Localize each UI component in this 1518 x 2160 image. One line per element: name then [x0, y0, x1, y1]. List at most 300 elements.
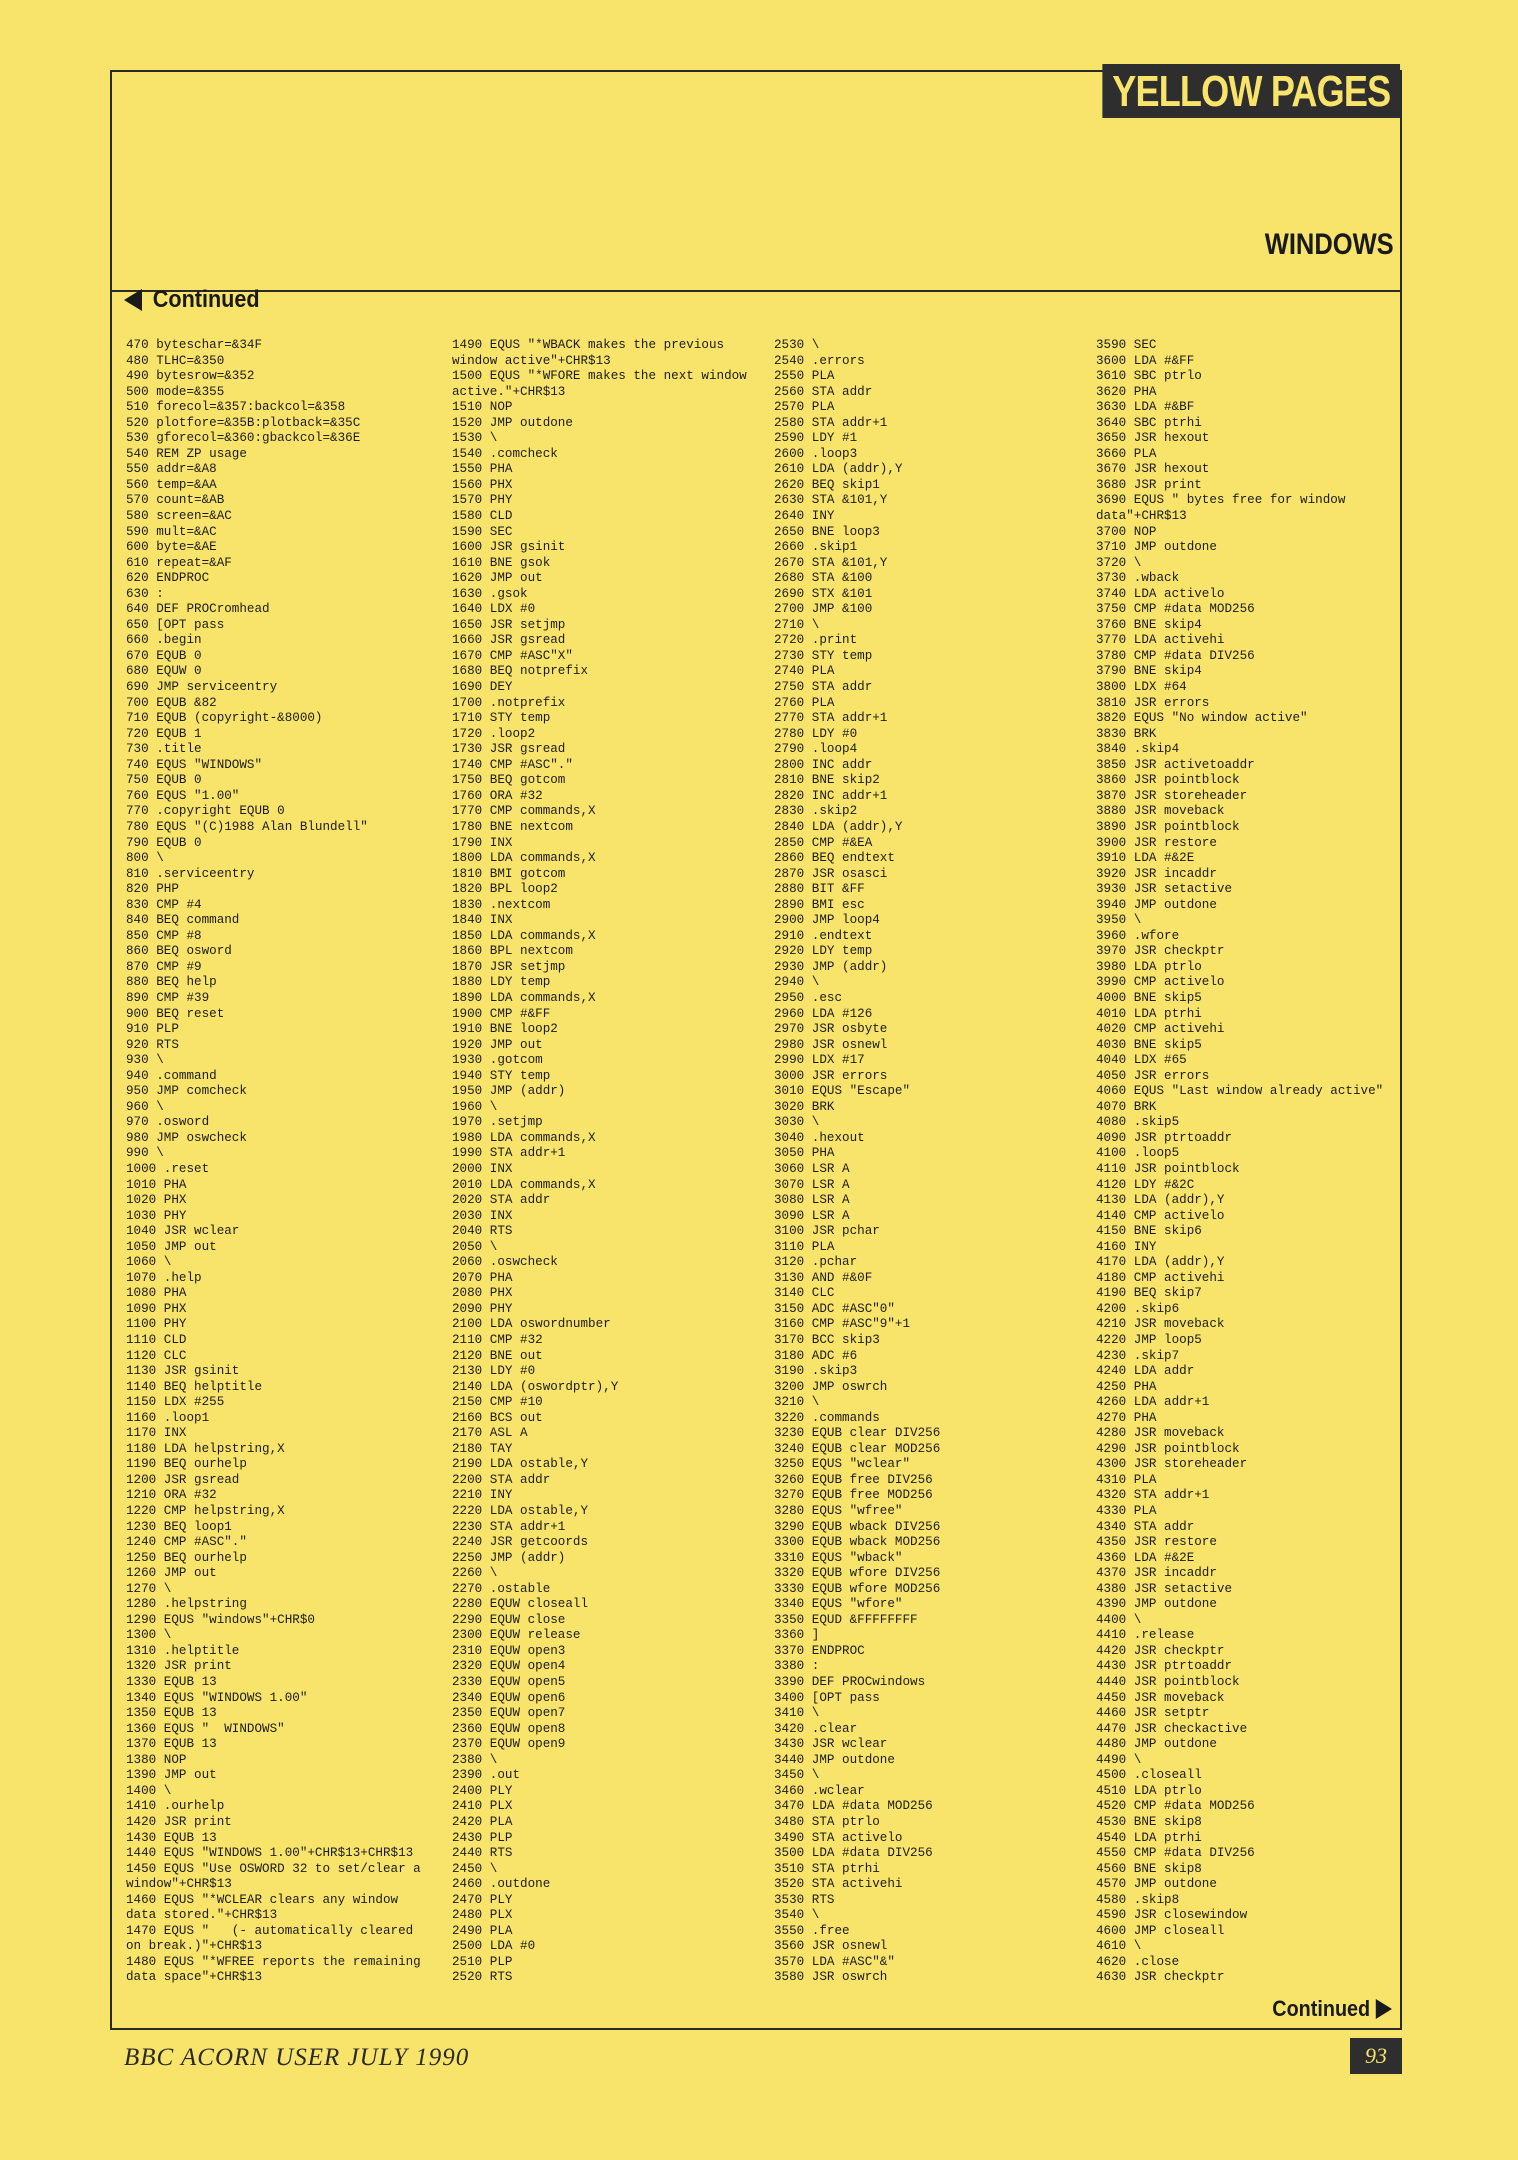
- code-line: 2730 STY temp: [774, 648, 873, 663]
- code-line: 490 bytesrow=&352: [126, 369, 255, 384]
- code-line: 940 .command: [126, 1068, 217, 1083]
- code-line: 1510 NOP: [452, 400, 513, 415]
- code-line: 3160 CMP #ASC"9"+1: [774, 1317, 911, 1332]
- code-line: 4470 JSR checkactive: [1096, 1721, 1248, 1736]
- code-line: 1720 .loop2: [452, 726, 536, 741]
- code-line: 3080 LSR A: [774, 1193, 850, 1208]
- listing-column-3: [774, 338, 1074, 1986]
- code-line: 1480 EQUS "*WFREE reports the remaining data space"+CHR$13: [126, 1954, 429, 1985]
- code-line: 3540 \: [774, 1908, 820, 1923]
- code-line: 2490 PLA: [452, 1923, 513, 1938]
- code-line: 4150 BNE skip6: [1096, 1224, 1202, 1239]
- code-line: 1280 .helpstring: [126, 1597, 247, 1612]
- code-line: 4030 BNE skip5: [1096, 1037, 1202, 1052]
- code-line: 1430 EQUB 13: [126, 1830, 217, 1845]
- code-line: 3560 JSR osnewl: [774, 1939, 888, 1954]
- code-line: 1870 JSR setjmp: [452, 959, 566, 974]
- code-line: 3260 EQUB free DIV256: [774, 1472, 933, 1487]
- listing-column-2: [452, 338, 755, 1986]
- code-line: 3780 CMP #data DIV256: [1096, 648, 1255, 663]
- code-line: 3030 \: [774, 1115, 820, 1130]
- code-line: 1440 EQUS "WINDOWS 1.00"+CHR$13+CHR$13: [126, 1846, 414, 1861]
- code-line: 3830 BRK: [1096, 726, 1157, 741]
- code-line: 1180 LDA helpstring,X: [126, 1441, 285, 1456]
- code-line: 2220 LDA ostable,Y: [452, 1504, 589, 1519]
- code-line: 780 EQUS "(C)1988 Alan Blundell": [126, 819, 368, 834]
- code-line: 650 [OPT pass: [126, 617, 225, 632]
- code-line: 1680 BEQ notprefix: [452, 664, 589, 679]
- continued-bottom-label: Continued: [1272, 1996, 1371, 2021]
- code-line: 3360 ]: [774, 1628, 820, 1643]
- code-line: 1260 JMP out: [126, 1566, 217, 1581]
- code-line: 2930 JMP (addr): [774, 959, 888, 974]
- code-line: 1860 BPL nextcom: [452, 944, 573, 959]
- code-line: 2240 JSR getcoords: [452, 1535, 589, 1550]
- code-line: 1350 EQUB 13: [126, 1706, 217, 1721]
- code-line: 1810 BMI gotcom: [452, 866, 566, 881]
- code-line: 3880 JSR moveback: [1096, 804, 1225, 819]
- code-line: 2890 BMI esc: [774, 897, 865, 912]
- code-line: 3090 LSR A: [774, 1208, 850, 1223]
- code-line: 2650 BNE loop3: [774, 524, 880, 539]
- code-line: 2760 PLA: [774, 695, 835, 710]
- code-line: 2770 STA addr+1: [774, 711, 888, 726]
- code-line: 2840 LDA (addr),Y: [774, 819, 903, 834]
- code-line: 3900 JSR restore: [1096, 835, 1217, 850]
- code-line: 2270 .ostable: [452, 1581, 551, 1596]
- code-line: 4390 JMP outdone: [1096, 1597, 1217, 1612]
- code-line: 890 CMP #39: [126, 990, 210, 1005]
- code-line: 1270 \: [126, 1581, 172, 1596]
- code-line: 480 TLHC=&350: [126, 353, 225, 368]
- code-line: 4170 LDA (addr),Y: [1096, 1255, 1225, 1270]
- code-line: 700 EQUB &82: [126, 695, 217, 710]
- code-line: 4250 PHA: [1096, 1379, 1157, 1394]
- code-line: 3450 \: [774, 1768, 820, 1783]
- code-line: 3170 BCC skip3: [774, 1333, 880, 1347]
- code-line: 710 EQUB (copyright-&8000): [126, 711, 323, 726]
- code-line: 2330 EQUW open5: [452, 1675, 566, 1690]
- code-line: 2830 .skip2: [774, 804, 858, 819]
- code-line: 2340 EQUW open6: [452, 1690, 566, 1705]
- code-line: 3150 ADC #ASC"0": [774, 1301, 895, 1316]
- code-line: 4490 \: [1096, 1752, 1142, 1767]
- code-line: 840 BEQ command: [126, 913, 240, 928]
- code-line: 2480 PLX: [452, 1908, 513, 1923]
- code-line: 4140 CMP activelo: [1096, 1208, 1225, 1223]
- code-line: 660 .begin: [126, 633, 202, 648]
- code-line: 3000 JSR errors: [774, 1068, 888, 1083]
- code-line: 2580 STA addr+1: [774, 415, 888, 430]
- code-line: 1750 BEQ gotcom: [452, 773, 566, 788]
- code-line: 4000 BNE skip5: [1096, 990, 1202, 1005]
- code-line: 1150 LDX #255: [126, 1395, 225, 1410]
- code-line: 2800 INC addr: [774, 757, 873, 772]
- code-line: 4220 JMP loop5: [1096, 1333, 1202, 1347]
- code-line: 3290 EQUB wback DIV256: [774, 1519, 941, 1534]
- code-line: 3920 JSR incaddr: [1096, 866, 1217, 881]
- code-line: 1340 EQUS "WINDOWS 1.00": [126, 1690, 308, 1705]
- code-line: 1590 SEC: [452, 524, 513, 539]
- code-line: 3820 EQUS "No window active": [1096, 711, 1308, 726]
- code-line: 1100 PHY: [126, 1317, 187, 1332]
- code-line: 910 PLP: [126, 1022, 179, 1037]
- code-line: 3440 JMP outdone: [774, 1752, 895, 1767]
- code-line: 1840 INX: [452, 913, 513, 928]
- code-line: 530 gforecol=&360:gbackcol=&36E: [126, 431, 361, 446]
- code-line: 1040 JSR wclear: [126, 1224, 240, 1239]
- code-line: 4050 JSR errors: [1096, 1068, 1210, 1083]
- code-line: 2250 JMP (addr): [452, 1550, 566, 1565]
- code-line: 2230 STA addr+1: [452, 1519, 566, 1534]
- code-line: 3590 SEC: [1096, 338, 1157, 352]
- code-line: 1630 .gsok: [452, 586, 528, 601]
- code-line: 1170 INX: [126, 1426, 187, 1441]
- code-line: 2790 .loop4: [774, 742, 858, 757]
- code-line: 1190 BEQ ourhelp: [126, 1457, 247, 1472]
- code-line: 3430 JSR wclear: [774, 1737, 888, 1752]
- code-line: 3890 JSR pointblock: [1096, 819, 1240, 834]
- code-line: 1500 EQUS "*WFORE makes the next window active."+CHR$13: [452, 369, 755, 399]
- code-line: 4560 BNE skip8: [1096, 1861, 1202, 1876]
- continued-from-previous: [124, 286, 260, 314]
- code-line: 3250 EQUS "wclear": [774, 1457, 911, 1472]
- code-line: 1980 LDA commands,X: [452, 1130, 596, 1145]
- code-line: 1050 JMP out: [126, 1239, 217, 1254]
- code-line: 540 REM ZP usage: [126, 446, 247, 461]
- code-line: 2980 JSR osnewl: [774, 1037, 888, 1052]
- code-line: 4590 JSR closewindow: [1096, 1908, 1248, 1923]
- code-line: 1800 LDA commands,X: [452, 851, 596, 866]
- code-line: 1120 CLC: [126, 1348, 187, 1363]
- code-line: 4500 .closeall: [1096, 1768, 1202, 1783]
- code-line: 3660 PLA: [1096, 446, 1157, 461]
- code-line: 4280 JSR moveback: [1096, 1426, 1225, 1441]
- code-line: 3840 .skip4: [1096, 742, 1180, 757]
- code-line: 1450 EQUS "Use OSWORD 32 to set/clear a window"+CHR$13: [126, 1861, 429, 1892]
- code-line: 3790 BNE skip4: [1096, 664, 1202, 679]
- code-line: 2620 BEQ skip1: [774, 477, 880, 492]
- code-line: 2130 LDY #0: [452, 1364, 536, 1379]
- code-line: 2560 STA addr: [774, 384, 873, 399]
- code-line: 960 \: [126, 1099, 164, 1114]
- code-line: 2080 PHX: [452, 1286, 513, 1301]
- code-line: 1300 \: [126, 1628, 172, 1643]
- code-line: 3630 LDA #&BF: [1096, 400, 1195, 415]
- code-line: 2810 BNE skip2: [774, 773, 880, 788]
- publication-footer: BBC ACORN USER JULY 1990: [124, 2044, 470, 2071]
- code-line: 3910 LDA #&2E: [1096, 851, 1195, 866]
- code-line: 3940 JMP outdone: [1096, 897, 1217, 912]
- code-line: 2010 LDA commands,X: [452, 1177, 596, 1192]
- code-line: 730 .title: [126, 742, 202, 757]
- code-line: 2860 BEQ endtext: [774, 851, 895, 866]
- code-line: 2420 PLA: [452, 1814, 513, 1829]
- listing-column-4: [1096, 338, 1398, 1986]
- code-line: 4460 JSR setptr: [1096, 1706, 1210, 1721]
- code-line: 3140 CLC: [774, 1286, 835, 1301]
- code-line: 3020 BRK: [774, 1099, 835, 1114]
- code-line: 4130 LDA (addr),Y: [1096, 1193, 1225, 1208]
- code-line: 1250 BEQ ourhelp: [126, 1550, 247, 1565]
- code-line: 4240 LDA addr: [1096, 1364, 1195, 1379]
- code-line: 770 .copyright EQUB 0: [126, 804, 285, 819]
- code-line: 2610 LDA (addr),Y: [774, 462, 903, 477]
- code-line: 990 \: [126, 1146, 164, 1161]
- code-line: 2710 \: [774, 617, 820, 632]
- code-line: 2440 RTS: [452, 1846, 513, 1861]
- code-line: 680 EQUW 0: [126, 664, 202, 679]
- code-line: 1990 STA addr+1: [452, 1146, 566, 1161]
- code-line: 4340 STA addr: [1096, 1519, 1195, 1534]
- code-line: 4290 JSR pointblock: [1096, 1441, 1240, 1456]
- code-line: 1610 BNE gsok: [452, 555, 551, 570]
- code-line: 4360 LDA #&2E: [1096, 1550, 1195, 1565]
- code-line: 4430 JSR ptrtoaddr: [1096, 1659, 1233, 1674]
- code-line: 2540 .errors: [774, 353, 865, 368]
- code-line: 2400 PLY: [452, 1783, 513, 1798]
- code-line: 670 EQUB 0: [126, 648, 202, 663]
- code-line: 850 CMP #8: [126, 928, 202, 943]
- code-line: 2880 BIT &FF: [774, 882, 865, 897]
- code-line: 2070 PHA: [452, 1270, 513, 1285]
- code-line: 1210 ORA #32: [126, 1488, 217, 1503]
- code-line: 1200 JSR gsread: [126, 1472, 240, 1487]
- code-line: 3640 SBC ptrhi: [1096, 415, 1202, 430]
- code-line: 1030 PHY: [126, 1208, 187, 1223]
- code-line: 1140 BEQ helptitle: [126, 1379, 263, 1394]
- code-line: 3950 \: [1096, 913, 1142, 928]
- code-line: 3600 LDA #&FF: [1096, 353, 1195, 368]
- code-line: 2670 STA &101,Y: [774, 555, 888, 570]
- code-line: 3420 .clear: [774, 1721, 858, 1736]
- code-line: 1320 JSR print: [126, 1659, 232, 1674]
- code-line: 560 temp=&AA: [126, 477, 217, 492]
- code-line: 3410 \: [774, 1706, 820, 1721]
- continued-on-next: [1273, 1996, 1392, 2022]
- code-line: 3610 SBC ptrlo: [1096, 369, 1202, 384]
- code-line: 2690 STX &101: [774, 586, 873, 601]
- code-line: 3470 LDA #data MOD256: [774, 1799, 933, 1814]
- code-line: 1940 STY temp: [452, 1068, 551, 1083]
- code-line: 4200 .skip6: [1096, 1301, 1180, 1316]
- code-line: 3190 .skip3: [774, 1364, 858, 1379]
- code-line: 1020 PHX: [126, 1193, 187, 1208]
- code-line: 750 EQUB 0: [126, 773, 202, 788]
- code-line: 2200 STA addr: [452, 1472, 551, 1487]
- code-line: 1550 PHA: [452, 462, 513, 477]
- code-line: 2290 EQUW close: [452, 1612, 566, 1627]
- code-line: 2960 LDA #126: [774, 1006, 873, 1021]
- code-line: 1290 EQUS "windows"+CHR$0: [126, 1612, 315, 1627]
- code-line: 2870 JSR osasci: [774, 866, 888, 881]
- code-line: 2570 PLA: [774, 400, 835, 415]
- code-line: 520 plotfore=&35B:plotback=&35C: [126, 415, 361, 430]
- code-line: 2700 JMP &100: [774, 602, 873, 617]
- article-title: WINDOWS: [1265, 228, 1394, 261]
- code-line: 790 EQUB 0: [126, 835, 202, 850]
- code-line: 550 addr=&A8: [126, 462, 217, 477]
- code-line: 1960 \: [452, 1099, 498, 1114]
- code-line: 2110 CMP #32: [452, 1333, 543, 1347]
- code-line: 470 byteschar=&34F: [126, 338, 263, 352]
- code-line: 3800 LDX #64: [1096, 680, 1187, 695]
- code-line: 3070 LSR A: [774, 1177, 850, 1192]
- code-line: 2640 INY: [774, 509, 835, 524]
- code-line: 2260 \: [452, 1566, 498, 1581]
- code-line: 4320 STA addr+1: [1096, 1488, 1210, 1503]
- code-line: 1970 .setjmp: [452, 1115, 543, 1130]
- code-line: 1410 .ourhelp: [126, 1799, 225, 1814]
- code-line: 3730 .wback: [1096, 571, 1180, 586]
- code-line: 1060 \: [126, 1255, 172, 1270]
- code-line: 4630 JSR checkptr: [1096, 1970, 1225, 1985]
- code-line: 970 .osword: [126, 1115, 210, 1130]
- code-line: 1690 DEY: [452, 680, 513, 695]
- code-line: 2530 \: [774, 338, 820, 352]
- code-line: 1230 BEQ loop1: [126, 1519, 232, 1534]
- code-line: 2900 JMP loop4: [774, 913, 880, 928]
- code-line: 3770 LDA activehi: [1096, 633, 1225, 648]
- code-line: 1790 INX: [452, 835, 513, 850]
- code-line: 4100 .loop5: [1096, 1146, 1180, 1161]
- code-line: 1400 \: [126, 1783, 172, 1798]
- code-line: 3720 \: [1096, 555, 1142, 570]
- code-line: 3680 JSR print: [1096, 477, 1202, 492]
- code-line: 4550 CMP #data DIV256: [1096, 1846, 1255, 1861]
- code-line: 3340 EQUS "wfore": [774, 1597, 903, 1612]
- code-line: 1620 JMP out: [452, 571, 543, 586]
- code-line: 2390 .out: [452, 1768, 521, 1783]
- code-line: 880 BEQ help: [126, 975, 217, 990]
- code-line: 1890 LDA commands,X: [452, 990, 596, 1005]
- code-line: 1760 ORA #32: [452, 788, 543, 803]
- code-line: 3740 LDA activelo: [1096, 586, 1225, 601]
- code-line: 2160 BCS out: [452, 1410, 543, 1425]
- header-rule: [110, 290, 1402, 292]
- code-line: 2410 PLX: [452, 1799, 513, 1814]
- code-line: 3460 .wclear: [774, 1783, 865, 1798]
- code-line: 600 byte=&AE: [126, 540, 217, 555]
- code-line: 810 .serviceentry: [126, 866, 255, 881]
- code-line: 1220 CMP helpstring,X: [126, 1504, 285, 1519]
- code-line: 3960 .wfore: [1096, 928, 1180, 943]
- code-line: 1910 BNE loop2: [452, 1022, 558, 1037]
- code-line: 1830 .nextcom: [452, 897, 551, 912]
- code-line: 2750 STA addr: [774, 680, 873, 695]
- code-line: 1650 JSR setjmp: [452, 617, 566, 632]
- code-line: 1130 JSR gsinit: [126, 1364, 240, 1379]
- code-line: 4600 JMP closeall: [1096, 1923, 1225, 1938]
- code-line: 500 mode=&355: [126, 384, 225, 399]
- code-line: 3100 JSR pchar: [774, 1224, 880, 1239]
- code-line: 2820 INC addr+1: [774, 788, 888, 803]
- code-line: 3670 JSR hexout: [1096, 462, 1210, 477]
- code-line: 580 screen=&AC: [126, 509, 232, 524]
- code-line: 2590 LDY #1: [774, 431, 858, 446]
- code-line: 4040 LDX #65: [1096, 1053, 1187, 1068]
- code-line: 930 \: [126, 1053, 164, 1068]
- code-line: 4160 INY: [1096, 1239, 1157, 1254]
- code-line: 1560 PHX: [452, 477, 513, 492]
- code-line: 4080 .skip5: [1096, 1115, 1180, 1130]
- code-line: 4110 JSR pointblock: [1096, 1161, 1240, 1176]
- code-line: 2850 CMP #&EA: [774, 835, 873, 850]
- code-line: 3270 EQUB free MOD256: [774, 1488, 933, 1503]
- code-line: 2660 .skip1: [774, 540, 858, 555]
- code-line: 1370 EQUB 13: [126, 1737, 217, 1752]
- code-line: 3110 PLA: [774, 1239, 835, 1254]
- code-line: 800 \: [126, 851, 164, 866]
- code-line: 1090 PHX: [126, 1301, 187, 1316]
- code-line: 2120 BNE out: [452, 1348, 543, 1363]
- code-line: 2520 RTS: [452, 1970, 513, 1985]
- code-line: 4540 LDA ptrhi: [1096, 1830, 1202, 1845]
- code-line: 2100 LDA oswordnumber: [452, 1317, 611, 1332]
- code-line: 1900 CMP #&FF: [452, 1006, 551, 1021]
- code-line: 1360 EQUS " WINDOWS": [126, 1721, 285, 1736]
- code-line: 3380 :: [774, 1659, 820, 1674]
- code-line: 1700 .notprefix: [452, 695, 566, 710]
- code-line: 4610 \: [1096, 1939, 1142, 1954]
- code-line: 2210 INY: [452, 1488, 513, 1503]
- code-line: 3480 STA ptrlo: [774, 1814, 880, 1829]
- code-line: 2310 EQUW open3: [452, 1643, 566, 1658]
- code-line: 3690 EQUS " bytes free for window data"+CHR$13: [1096, 493, 1353, 524]
- code-line: 3310 EQUS "wback": [774, 1550, 903, 1565]
- code-line: 3350 EQUD &FFFFFFFF: [774, 1612, 918, 1627]
- code-line: 4620 .close: [1096, 1954, 1180, 1969]
- code-line: 3120 .pchar: [774, 1255, 858, 1270]
- code-line: 3300 EQUB wback MOD256: [774, 1535, 941, 1550]
- code-line: 510 forecol=&357:backcol=&358: [126, 400, 346, 415]
- code-line: 1740 CMP #ASC".": [452, 757, 573, 772]
- code-line: 3930 JSR setactive: [1096, 882, 1233, 897]
- code-line: 830 CMP #4: [126, 897, 202, 912]
- code-line: 1110 CLD: [126, 1333, 187, 1347]
- code-line: 4510 LDA ptrlo: [1096, 1783, 1202, 1798]
- code-line: 2510 PLP: [452, 1954, 513, 1969]
- code-line: 1420 JSR print: [126, 1814, 232, 1829]
- code-line: 3280 EQUS "wfree": [774, 1504, 903, 1519]
- code-line: 3970 JSR checkptr: [1096, 944, 1225, 959]
- code-line: 1010 PHA: [126, 1177, 187, 1192]
- code-line: 2060 .oswcheck: [452, 1255, 558, 1270]
- code-line: 1070 .help: [126, 1270, 202, 1285]
- code-line: 3650 JSR hexout: [1096, 431, 1210, 446]
- code-line: 2500 LDA #0: [452, 1939, 536, 1954]
- code-line: 1770 CMP commands,X: [452, 804, 596, 819]
- code-line: 4370 JSR incaddr: [1096, 1566, 1217, 1581]
- code-line: 2950 .esc: [774, 990, 843, 1005]
- code-line: 1310 .helptitle: [126, 1643, 240, 1658]
- code-line: 4270 PHA: [1096, 1410, 1157, 1425]
- code-line: 2180 TAY: [452, 1441, 513, 1456]
- code-line: 690 JMP serviceentry: [126, 680, 278, 695]
- code-line: 620 ENDPROC: [126, 571, 210, 586]
- page-number: 93: [1350, 2038, 1402, 2074]
- code-line: 2090 PHY: [452, 1301, 513, 1316]
- code-line: 2910 .endtext: [774, 928, 873, 943]
- code-line: 1930 .gotcom: [452, 1053, 543, 1068]
- code-line: 570 count=&AB: [126, 493, 225, 508]
- code-line: 4380 JSR setactive: [1096, 1581, 1233, 1596]
- code-line: 3390 DEF PROCwindows: [774, 1675, 926, 1690]
- code-line: 4570 JMP outdone: [1096, 1877, 1217, 1892]
- code-line: 2740 PLA: [774, 664, 835, 679]
- code-line: 1240 CMP #ASC".": [126, 1535, 247, 1550]
- code-line: 3860 JSR pointblock: [1096, 773, 1240, 788]
